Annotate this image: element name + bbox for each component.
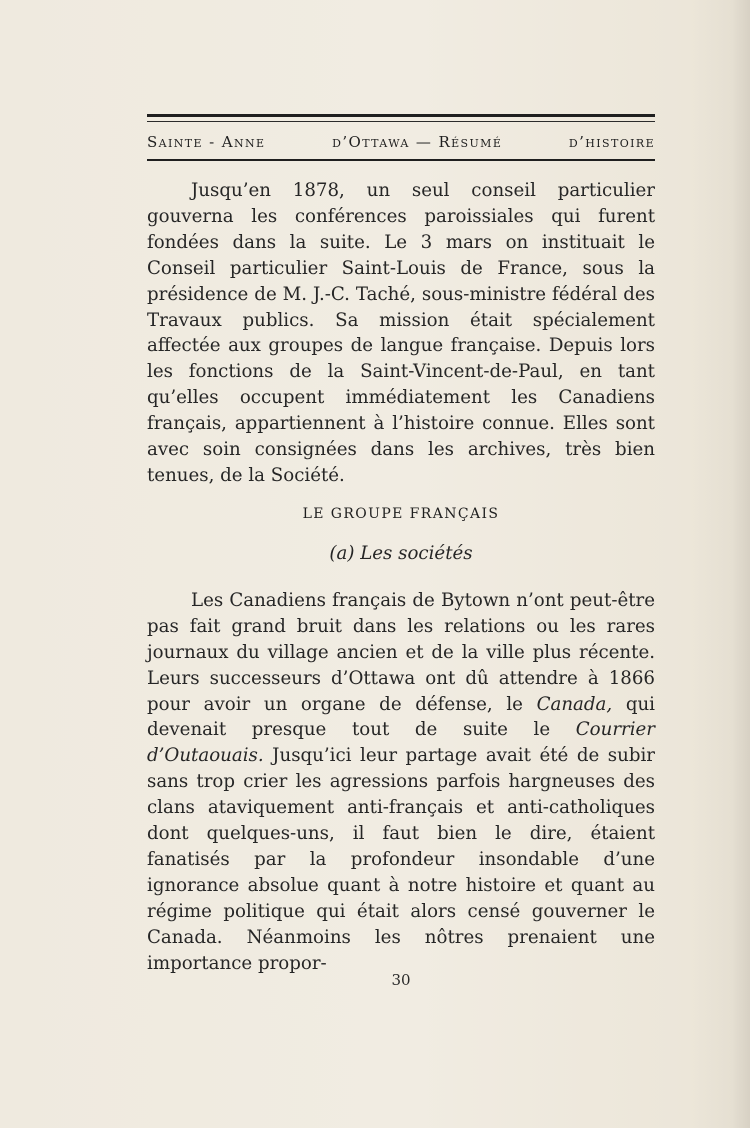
header-rule-top-thin [147, 121, 655, 122]
page-edge-shadow [732, 0, 750, 1128]
running-head-right: d’histoire [568, 133, 655, 151]
header-rule-top [147, 114, 655, 117]
subheading: (a) Les sociétés [329, 542, 473, 564]
paragraph-2 [147, 588, 655, 977]
running-head-center: d’Ottawa — Résumé [332, 133, 503, 151]
text-column [147, 178, 655, 976]
running-head-left: Sainte - Anne [147, 133, 266, 151]
page-number: 30 [391, 971, 411, 989]
section-heading: LE GROUPE FRANÇAIS [302, 505, 500, 522]
running-head [147, 128, 655, 156]
paragraph-2-part-2: qui devenait presque tout de suite le [147, 693, 655, 741]
newspaper-title-courrier: Courrier d’Outaouais. [147, 719, 655, 767]
paragraph-1: Jusqu’en 1878, un seul conseil particulier gouverna les conférences paroissiales qui furent fondées dans la suite. Le 3 mars on instituait le Conseil particulier Saint-Louis de France, sous la présidence de M. J.-C. Taché, sous-ministre fédéral des Travaux publics. Sa mission était spécialement affectée aux groupes de langue française. Depuis lors les fonctions de la Saint-Vincent-de-Paul, en tant qu’elles occupent immédiatement les Canadiens français, appartiennent à l’histoire connue. Elles sont avec soin consignées dans les archives, très bien tenues, de la Société. [147, 180, 655, 486]
newspaper-title-canada: Canada, [536, 693, 613, 715]
header-rule-bottom [147, 159, 655, 161]
paragraph-2-part-3: Jusqu’ici leur partage avait été de subir sans trop crier les agressions parfois hargneuses des clans ataviquement anti-français et anti-catholiques dont quelques-uns, il faut bien le dire, étaient fanatisés par la profondeur insondable d’une ignorance absolue quant à notre histoire et quant au régime politique qui était alors censé gouverner le Canada. Néanmoins les nôtres prenaient une importance propor- [147, 745, 655, 974]
paragraph-2-part-1: Les Canadiens français de Bytown n’ont peut-être pas fait grand bruit dans les relations ou les rares journaux du village ancien et de la ville plus récente. Leurs successeurs d’Ottawa ont dû attendre à 1866 pour avoir un organe de défense, le [147, 589, 655, 715]
